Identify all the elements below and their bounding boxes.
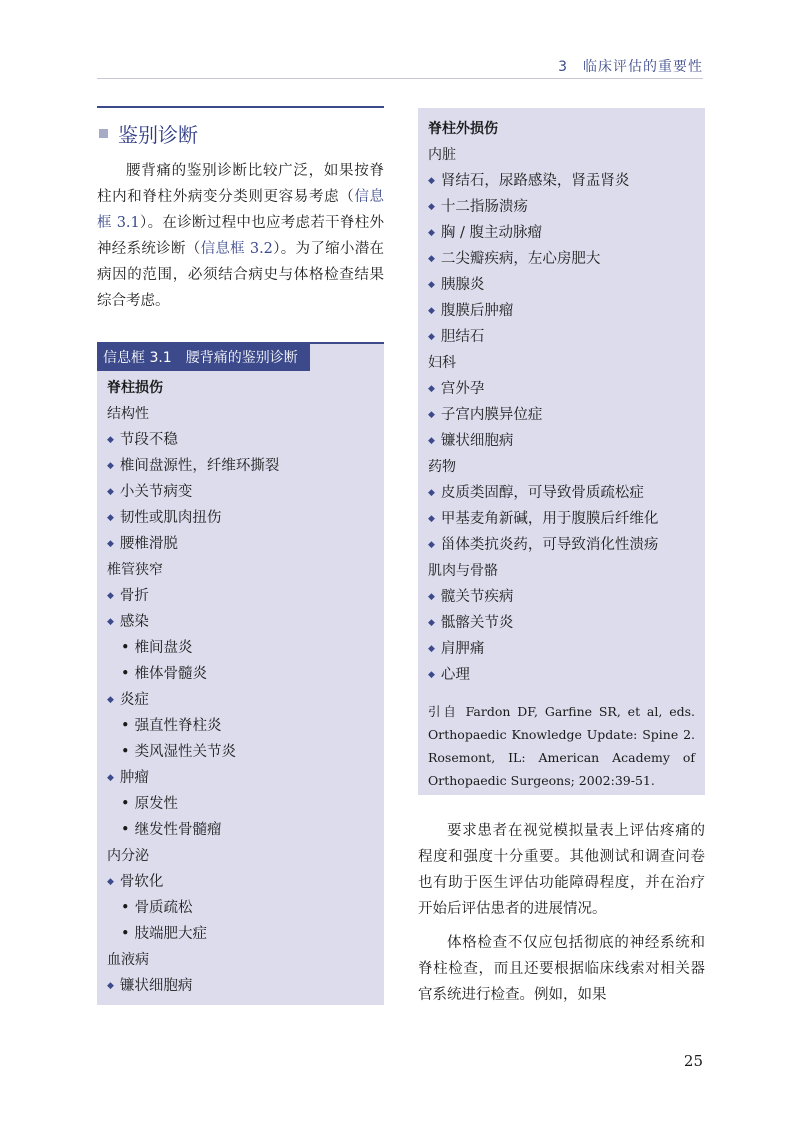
list-category: 血液病 bbox=[107, 952, 149, 968]
ref-link-box-3-1[interactable]: 信息框 3.1 bbox=[97, 189, 385, 231]
square-bullet-icon bbox=[99, 129, 108, 138]
list-item: ◆ 小关节病变 bbox=[107, 479, 384, 505]
right-body-text bbox=[418, 818, 705, 1008]
list-item: ◆ 椎间盘源性，纤维环撕裂 bbox=[107, 453, 384, 479]
list-item: • 椎体骨髓炎 bbox=[107, 661, 384, 687]
list-item: ◆ 骨折 bbox=[107, 583, 384, 609]
page-number: 25 bbox=[683, 1052, 703, 1070]
list-item: ◆ 炎症 bbox=[107, 687, 384, 713]
list-heading: 脊柱损伤 bbox=[107, 380, 163, 396]
list-item: ◆ 骶髂关节炎 bbox=[428, 610, 705, 636]
section-heading bbox=[97, 106, 384, 150]
running-header bbox=[97, 56, 703, 79]
list-category: 结构性 bbox=[107, 406, 149, 422]
info-box-title-text: 腰背痛的鉴别诊断 bbox=[185, 350, 298, 366]
list-item: ◆ 感染 bbox=[107, 609, 384, 635]
list-item: • 继发性骨髓瘤 bbox=[107, 817, 384, 843]
list-item: ◆ 甾体类抗炎药，可导致消化性溃疡 bbox=[428, 532, 705, 558]
info-box-label: 信息框 3.1 bbox=[103, 350, 172, 366]
spinal-conditions-list bbox=[97, 371, 384, 999]
list-item: • 椎间盘炎 bbox=[107, 635, 384, 661]
list-item: ◆ 节段不稳 bbox=[107, 427, 384, 453]
extraspinal-conditions-list bbox=[418, 108, 705, 688]
list-item: • 骨质疏松 bbox=[107, 895, 384, 921]
list-item: • 类风湿性关节炎 bbox=[107, 739, 384, 765]
list-category: 药物 bbox=[428, 459, 456, 475]
list-category: 妇科 bbox=[428, 355, 456, 371]
list-item: ◆ 韧性或肌肉扭伤 bbox=[107, 505, 384, 531]
list-item: ◆ 宫外孕 bbox=[428, 376, 705, 402]
list-heading: 脊柱外损伤 bbox=[428, 121, 498, 137]
body-paragraph-1: 要求患者在视觉模拟量表上评估疼痛的程度和强度十分重要。其他测试和调查问卷也有助于医生评估功能障碍程度，并在治疗开始后评估患者的进展情况。 bbox=[418, 823, 705, 917]
list-item: ◆ 胰腺炎 bbox=[428, 272, 705, 298]
intro-text-2: ）。在诊断过程中也应考虑若干脊柱外神经系统诊断（ bbox=[97, 215, 385, 257]
citation: 引自 Fardon DF, Garfine SR, et al, eds. Orthopaedic Knowledge Update: Spine 2. Rosemont, IL: American Academy of Orthopaedic Surgeons; 2002:39-51. bbox=[428, 704, 695, 788]
info-box-title bbox=[97, 344, 310, 371]
list-item: ◆ 二尖瓣疾病，左心房肥大 bbox=[428, 246, 705, 272]
intro-text-1: 腰背痛的鉴别诊断比较广泛，如果按脊柱内和脊柱外病变分类则更容易考虑（ bbox=[97, 163, 384, 205]
list-item: ◆ 肩胛痛 bbox=[428, 636, 705, 662]
list-item: • 肢端肥大症 bbox=[107, 921, 384, 947]
list-item: ◆ 髋关节疾病 bbox=[428, 584, 705, 610]
list-category: 内脏 bbox=[428, 147, 456, 163]
list-item: ◆ 十二指肠溃疡 bbox=[428, 194, 705, 220]
list-category: 椎管狭窄 bbox=[107, 562, 163, 578]
list-item: • 原发性 bbox=[107, 791, 384, 817]
list-item: ◆ 肿瘤 bbox=[107, 765, 384, 791]
list-item: ◆ 胸 / 腹主动脉瘤 bbox=[428, 220, 705, 246]
body-paragraph-2: 体格检查不仅应包括彻底的神经系统和脊柱检查，而且还要根据临床线索对相关器官系统进行检查。例如，如果 bbox=[418, 935, 705, 1003]
section-title-text: 鉴别诊断 bbox=[118, 122, 198, 147]
info-box-right bbox=[418, 108, 705, 795]
list-item: • 强直性脊柱炎 bbox=[107, 713, 384, 739]
left-column bbox=[97, 106, 384, 314]
chapter-title: 3 临床评估的重要性 bbox=[558, 59, 703, 75]
list-item: ◆ 胆结石 bbox=[428, 324, 705, 350]
list-item: ◆ 镰状细胞病 bbox=[428, 428, 705, 454]
list-category: 肌肉与骨骼 bbox=[428, 563, 498, 579]
list-item: ◆ 心理 bbox=[428, 662, 705, 688]
list-item: ◆ 肾结石，尿路感染，肾盂肾炎 bbox=[428, 168, 705, 194]
list-item: ◆ 腰椎滑脱 bbox=[107, 531, 384, 557]
intro-paragraph bbox=[97, 158, 384, 314]
ref-link-box-3-2[interactable]: 信息框 3.2 bbox=[200, 241, 273, 257]
list-item: ◆ 甲基麦角新碱，用于腹膜后纤维化 bbox=[428, 506, 705, 532]
list-item: ◆ 皮质类固醇，可导致骨质疏松症 bbox=[428, 480, 705, 506]
list-item: ◆ 镰状细胞病 bbox=[107, 973, 384, 999]
list-item: ◆ 腹膜后肿瘤 bbox=[428, 298, 705, 324]
intro-text-3: ）。为了缩小潜在病因的范围，必须结合病史与体格检查结果综合考虑。 bbox=[97, 241, 385, 309]
list-item: ◆ 骨软化 bbox=[107, 869, 384, 895]
list-category: 内分泌 bbox=[107, 848, 149, 864]
list-item: ◆ 子宫内膜异位症 bbox=[428, 402, 705, 428]
info-box-left bbox=[97, 342, 384, 1005]
